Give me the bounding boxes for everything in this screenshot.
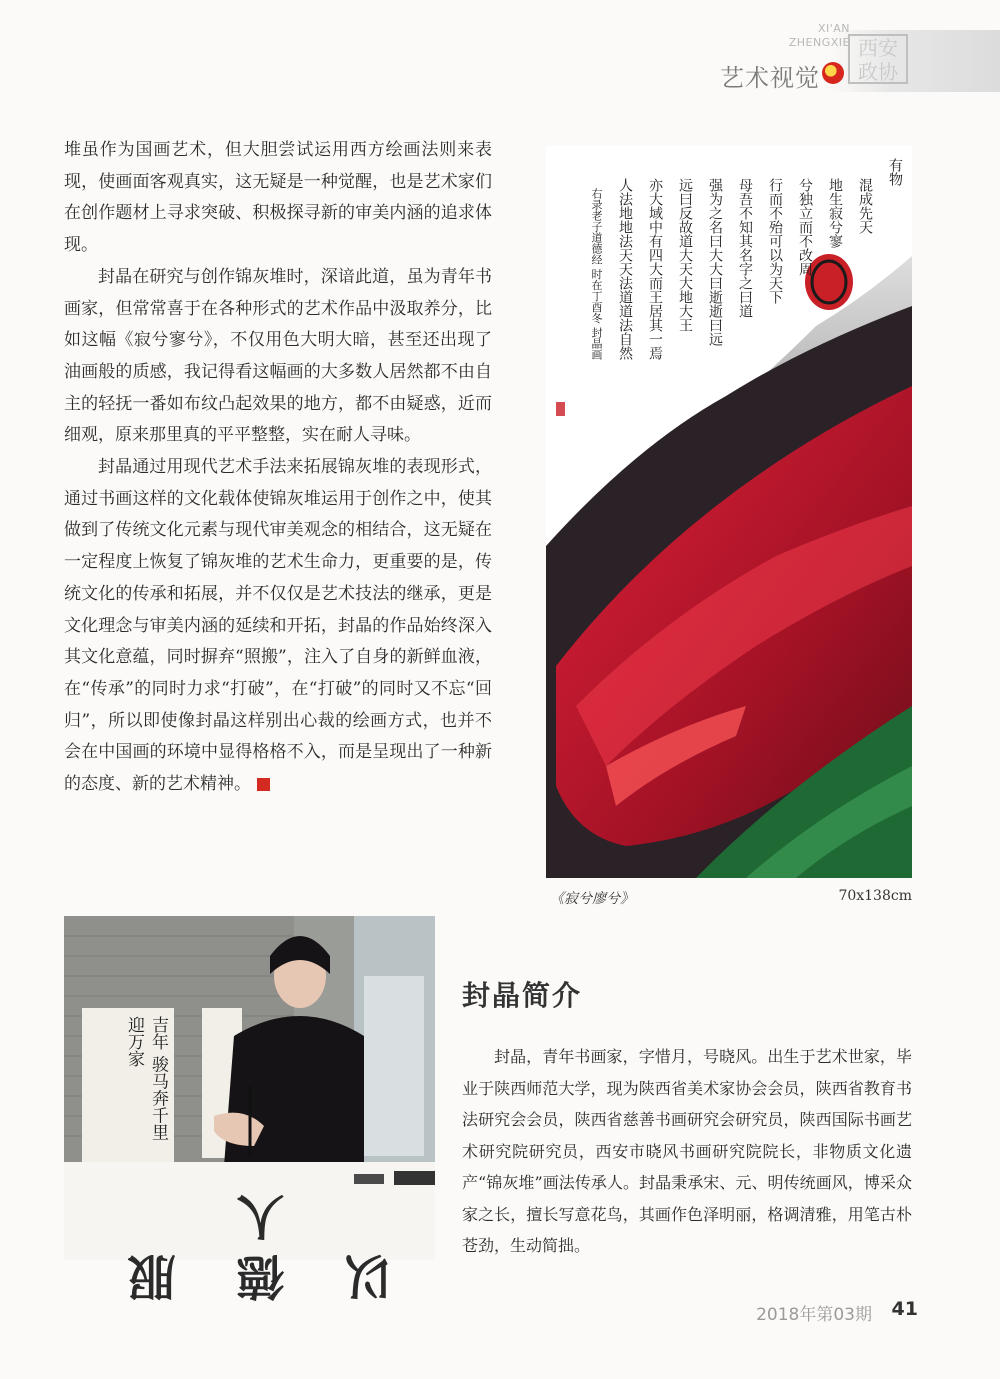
- calligraphy-column: 地生寂兮寥: [827, 178, 843, 248]
- header-subtitle: [789, 22, 850, 50]
- painting-calligraphy: [572, 156, 902, 456]
- scroll-calligraphy: 吉年 骏马奔千里 迎万家: [124, 1016, 168, 1141]
- calligraphy-column: 母吾不知其名字之曰道: [737, 178, 753, 318]
- calligraphy-signature: 右录老子道德经 时在丁酉冬 封晶画: [590, 188, 603, 360]
- header-subtitle-line2: ZHENGXIE: [788, 36, 850, 49]
- page-number: 41: [891, 1298, 918, 1320]
- article-paragraph-3-text: 封晶通过用现代艺术手法来拓展锦灰堆的表现形式，通过书画这样的文化载体使锦灰堆运用于创作之中，使其做到了传统文化元素与现代审美观念的相结合，这无疑在一定程度上恢复了锦灰堆的艺术生命力，更重要的是，传统文化的传承和拓展，并不仅仅是艺术技法的继承，更是文化理念与审美内涵的延续和开拓，封晶的作品始终深入其文化意蕴，同时摒弃“照搬”，注入了自身的新鲜血液，在“传承”的同时力求“打破”，在“打破”的同时又不忘“回归”，所以即使像封晶这样别出心裁的绘画方式，也并不会在中国画的环境中显得格格不入，而是呈现出了一种新的态度、新的艺术精神。: [64, 457, 492, 795]
- logo-line-2: 政协: [858, 60, 898, 84]
- magazine-logo: [848, 34, 908, 84]
- bio-title: 封晶简介: [462, 979, 583, 1012]
- article-paragraph-1: 堆虽作为国画艺术，但大胆尝试运用西方绘画法则来表现，使画面客观真实，这无疑是一种觉醒，也是艺术家们在创作题材上寻求突破、积极探寻新的审美内涵的追求体现。: [64, 140, 492, 256]
- calligraphy-column: 人法地地法天天法道道法自然: [617, 178, 633, 360]
- painting-caption-size: 70x138cm: [838, 888, 912, 904]
- calligraphy-column: 兮独立而不改周: [797, 178, 813, 276]
- bio-body: [462, 1041, 912, 1262]
- calligraphy-column: 行而不殆可以为天下: [767, 178, 783, 304]
- logo-line-1: 西安: [858, 36, 898, 60]
- end-mark-icon: [257, 778, 270, 791]
- calligraphy-column: 有物: [887, 158, 903, 186]
- article-body: [64, 135, 492, 801]
- bio-paragraph: 封晶，青年书画家，字惜月，号晓风。出生于艺术世家，毕业于陕西师范大学，现为陕西省美术家协会会员，陕西省教育书法研究会会员，陕西省慈善书画研究会研究员，陕西国际书画艺术研究院研究员，西安市晓风书画研究院院长，非物质文化遗产“锦灰堆”画法传承人。封晶秉承宋、元、明传统画风，博采众家之长，擅长写意花鸟，其画作色泽明丽，格调清雅，用笔古朴苍劲，生动简拙。: [462, 1047, 912, 1255]
- artist-photo: [64, 916, 435, 1304]
- calligraphy-column: 强为之名曰大大曰逝逝曰远: [707, 178, 723, 346]
- calligraphy-column: 亦大域中有四大而王居其一焉: [647, 178, 663, 360]
- calligraphy-column: 远曰反故道大天大地大王: [677, 178, 693, 332]
- floor-calligraphy: 以 德 服 人: [105, 1188, 394, 1304]
- section-title: 艺术视觉: [720, 64, 820, 92]
- footer-issue: 2018年第03期: [756, 1305, 872, 1325]
- emblem-icon: [822, 62, 844, 84]
- article-paragraph-3: [64, 452, 492, 801]
- painting-image: [546, 146, 912, 878]
- header-subtitle-line1: XI'AN: [817, 22, 850, 35]
- calligraphy-column: 混成先天: [857, 178, 873, 234]
- article-paragraph-2: 封晶在研究与创作锦灰堆时，深谙此道，虽为青年书画家，但常常喜于在各种形式的艺术作品中汲取养分，比如这幅《寂兮寥兮》，不仅用色大明大暗，甚至还出现了油画般的质感，我记得看这幅画的大多数人居然都不由自主的轻抚一番如布纹凸起效果的地方，都不由疑惑，近而细观，原来那里真的平平整整，实在耐人寻味。: [64, 266, 492, 446]
- painting-caption-title: 《寂兮廖兮》: [550, 891, 634, 907]
